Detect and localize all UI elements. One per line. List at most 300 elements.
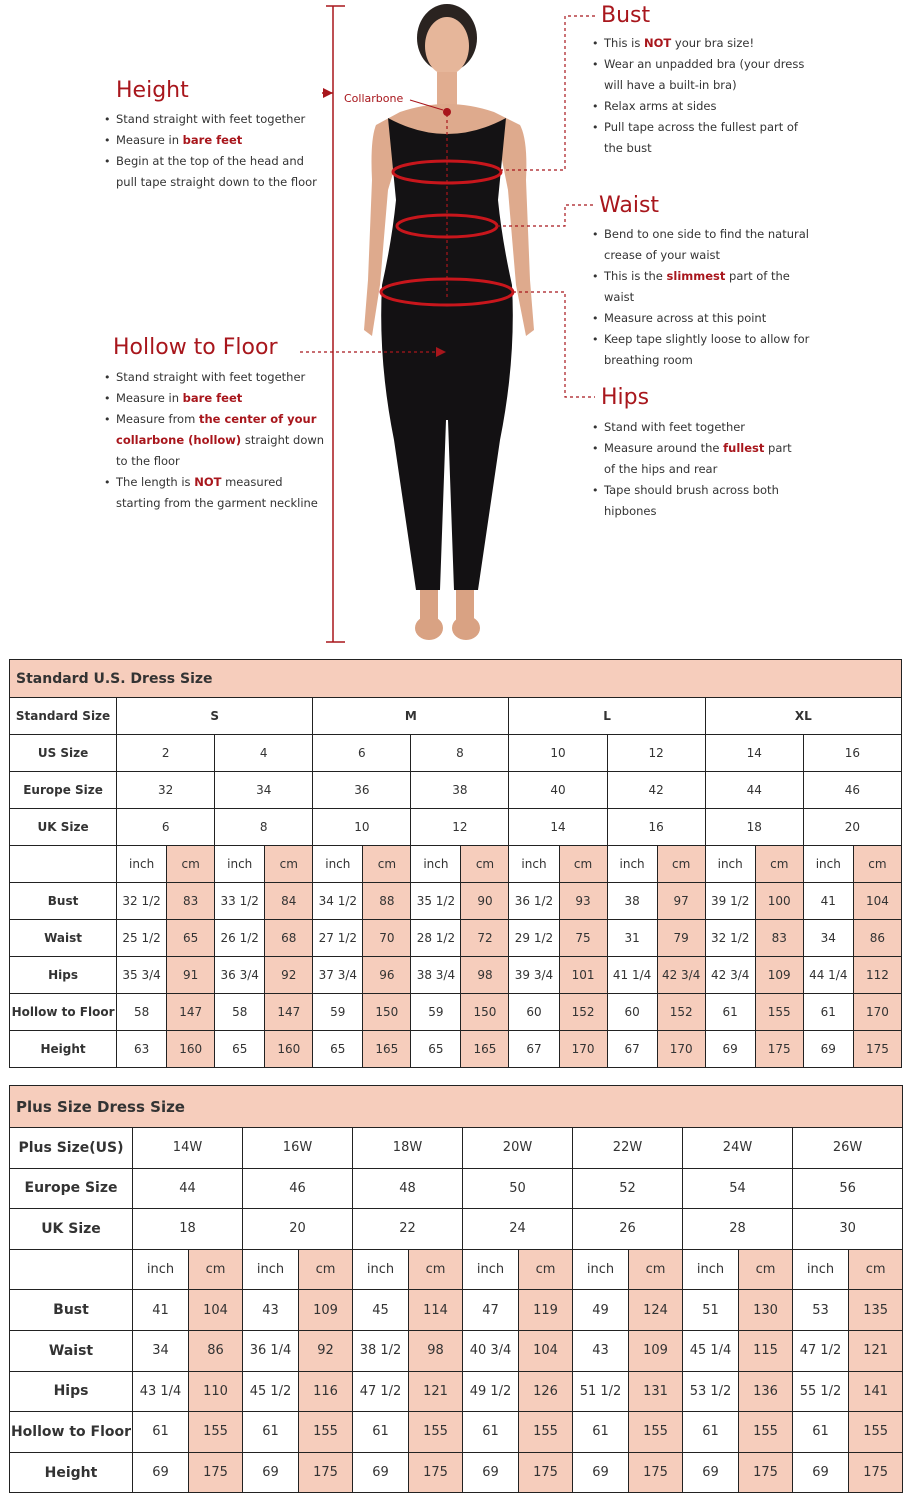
height-measure-line [320, 6, 345, 642]
inch-value-cell: 61 [463, 1412, 519, 1453]
size-cell: 18 [133, 1209, 243, 1250]
instruction-text: Bend to one side to find the natural crease of your waist [604, 227, 810, 262]
unit-inch-header: inch [509, 846, 559, 883]
bust-title: Bust [601, 3, 651, 28]
inch-value-cell: 35 1/2 [411, 883, 461, 920]
unit-cm-header: cm [629, 1249, 683, 1290]
unit-inch-header: inch [215, 846, 265, 883]
instruction-text: Measure in [116, 133, 183, 147]
inch-value-cell: 61 [573, 1412, 629, 1453]
cm-value-cell: 155 [629, 1412, 683, 1453]
inch-value-cell: 36 1/4 [243, 1330, 299, 1371]
size-cell: 10 [313, 809, 411, 846]
waist-instruction-item [592, 266, 817, 308]
inch-value-cell: 43 1/4 [133, 1371, 189, 1412]
cm-value-cell: 175 [849, 1452, 903, 1493]
inch-value-cell: 60 [509, 994, 559, 1031]
inch-value-cell: 61 [705, 994, 755, 1031]
inch-value-cell: 69 [793, 1452, 849, 1493]
size-group-cell: M [313, 698, 509, 735]
plus-size-table [9, 1085, 903, 1493]
inch-value-cell: 69 [683, 1452, 739, 1493]
cm-value-cell: 175 [853, 1031, 901, 1068]
size-cell: 18W [353, 1128, 463, 1169]
size-cell: 16W [243, 1128, 353, 1169]
inch-value-cell: 51 1/2 [573, 1371, 629, 1412]
instruction-text: Keep tape slightly loose to allow for breathing room [604, 332, 810, 367]
inch-value-cell: 36 3/4 [215, 957, 265, 994]
hollow-to-floor-instructions [104, 367, 326, 514]
table-row [10, 957, 902, 994]
table-row [10, 1330, 903, 1371]
size-cell: 26W [793, 1128, 903, 1169]
cm-value-cell: 155 [189, 1412, 243, 1453]
table-row [10, 994, 902, 1031]
cm-value-cell: 114 [409, 1290, 463, 1331]
inch-value-cell: 65 [215, 1031, 265, 1068]
highlight-text: NOT [644, 36, 672, 50]
size-cell: 54 [683, 1168, 793, 1209]
inch-value-cell: 59 [313, 994, 363, 1031]
inch-value-cell: 58 [117, 994, 167, 1031]
cm-value-cell: 175 [629, 1452, 683, 1493]
instruction-text: Measure across at this point [604, 311, 767, 325]
table-row [10, 772, 902, 809]
size-group-cell: L [509, 698, 705, 735]
cm-value-cell: 42 3/4 [657, 957, 705, 994]
cm-value-cell: 109 [299, 1290, 353, 1331]
cm-value-cell: 152 [559, 994, 607, 1031]
inch-value-cell: 28 1/2 [411, 920, 461, 957]
highlight-text: fullest [723, 441, 765, 455]
highlight-text: bare feet [182, 391, 243, 405]
cm-value-cell: 83 [755, 920, 803, 957]
hollow-instruction-item [104, 409, 326, 472]
cm-value-cell: 121 [409, 1371, 463, 1412]
unit-inch-header: inch [793, 1249, 849, 1290]
inch-value-cell: 53 1/2 [683, 1371, 739, 1412]
row-label: Hollow to Floor [10, 1412, 133, 1453]
cm-value-cell: 175 [299, 1452, 353, 1493]
cm-value-cell: 175 [409, 1452, 463, 1493]
instruction-text: Tape should brush across both hipbones [604, 483, 779, 518]
table-caption: Plus Size Dress Size [10, 1086, 903, 1128]
size-cell: 50 [463, 1168, 573, 1209]
size-cell: 20W [463, 1128, 573, 1169]
size-cell: 10 [509, 735, 607, 772]
size-cell: 14W [133, 1128, 243, 1169]
size-cell: 12 [411, 809, 509, 846]
instruction-text: Wear an unpadded bra (your dress will have a built-in bra) [604, 57, 805, 92]
row-label: Waist [10, 920, 117, 957]
size-cell: 2 [117, 735, 215, 772]
row-label: Bust [10, 883, 117, 920]
height-instruction-item [104, 130, 319, 151]
cm-value-cell: 124 [629, 1290, 683, 1331]
size-cell: 42 [607, 772, 705, 809]
size-cell: 14 [705, 735, 803, 772]
inch-value-cell: 32 1/2 [117, 883, 167, 920]
size-cell: 4 [215, 735, 313, 772]
height-instruction-item [104, 151, 319, 193]
size-cell: 22W [573, 1128, 683, 1169]
unit-cm-header: cm [849, 1249, 903, 1290]
height-arrow-icon [323, 88, 333, 98]
inch-value-cell: 38 [607, 883, 657, 920]
inch-value-cell: 29 1/2 [509, 920, 559, 957]
empty-cell [10, 1249, 133, 1290]
table-row [10, 920, 902, 957]
cm-value-cell: 135 [849, 1290, 903, 1331]
inch-value-cell: 35 3/4 [117, 957, 167, 994]
bust-instruction-item [592, 117, 807, 159]
hollow-instruction-item [104, 388, 326, 409]
size-cell: 56 [793, 1168, 903, 1209]
cm-value-cell: 92 [299, 1330, 353, 1371]
size-cell: 24 [463, 1209, 573, 1250]
unit-cm-header: cm [363, 846, 411, 883]
inch-value-cell: 36 1/2 [509, 883, 559, 920]
cm-value-cell: 96 [363, 957, 411, 994]
cm-value-cell: 152 [657, 994, 705, 1031]
hips-instruction-item [592, 417, 802, 438]
row-label: US Size [10, 735, 117, 772]
size-cell: 12 [607, 735, 705, 772]
inch-value-cell: 41 [133, 1290, 189, 1331]
table-row [10, 1452, 903, 1493]
size-cell: 40 [509, 772, 607, 809]
row-label: Europe Size [10, 1168, 133, 1209]
cm-value-cell: 155 [849, 1412, 903, 1453]
inch-value-cell: 69 [705, 1031, 755, 1068]
cm-value-cell: 165 [363, 1031, 411, 1068]
cm-value-cell: 175 [755, 1031, 803, 1068]
collarbone-point-icon [443, 108, 451, 116]
inch-value-cell: 59 [411, 994, 461, 1031]
size-cell: 16 [803, 735, 901, 772]
empty-cell [10, 846, 117, 883]
hollow-instruction-item [104, 367, 326, 388]
size-cell: 8 [411, 735, 509, 772]
bust-instruction-item [592, 54, 807, 96]
inch-value-cell: 26 1/2 [215, 920, 265, 957]
inch-value-cell: 44 1/4 [803, 957, 853, 994]
table-row [10, 1168, 903, 1209]
instruction-text: Measure in [116, 391, 183, 405]
inch-value-cell: 69 [573, 1452, 629, 1493]
unit-cm-header: cm [167, 846, 215, 883]
inch-value-cell: 31 [607, 920, 657, 957]
row-label: Height [10, 1452, 133, 1493]
inch-value-cell: 38 3/4 [411, 957, 461, 994]
inch-value-cell: 61 [133, 1412, 189, 1453]
size-cell: 52 [573, 1168, 683, 1209]
inch-value-cell: 47 [463, 1290, 519, 1331]
inch-value-cell: 61 [683, 1412, 739, 1453]
inch-value-cell: 51 [683, 1290, 739, 1331]
unit-inch-header: inch [133, 1249, 189, 1290]
unit-inch-header: inch [463, 1249, 519, 1290]
cm-value-cell: 119 [519, 1290, 573, 1331]
inch-value-cell: 55 1/2 [793, 1371, 849, 1412]
cm-value-cell: 160 [167, 1031, 215, 1068]
table-row [10, 1031, 902, 1068]
size-cell: 30 [793, 1209, 903, 1250]
cm-value-cell: 170 [853, 994, 901, 1031]
height-instructions [104, 109, 319, 193]
cm-value-cell: 75 [559, 920, 607, 957]
inch-value-cell: 65 [411, 1031, 461, 1068]
unit-cm-header: cm [657, 846, 705, 883]
row-label: Hollow to Floor [10, 994, 117, 1031]
cm-value-cell: 175 [519, 1452, 573, 1493]
cm-value-cell: 109 [755, 957, 803, 994]
size-cell: 32 [117, 772, 215, 809]
inch-value-cell: 53 [793, 1290, 849, 1331]
inch-value-cell: 41 1/4 [607, 957, 657, 994]
instruction-text: your bra size! [671, 36, 755, 50]
inch-value-cell: 69 [803, 1031, 853, 1068]
size-cell: 24W [683, 1128, 793, 1169]
inch-value-cell: 69 [463, 1452, 519, 1493]
instruction-text: Measure around the [604, 441, 724, 455]
cm-value-cell: 92 [265, 957, 313, 994]
unit-inch-header: inch [243, 1249, 299, 1290]
inch-value-cell: 67 [607, 1031, 657, 1068]
unit-inch-header: inch [313, 846, 363, 883]
instruction-text: The length is [116, 475, 195, 489]
instruction-text: Begin at the top of the head and pull tape straight down to the floor [116, 154, 317, 189]
cm-value-cell: 98 [461, 957, 509, 994]
highlight-text: bare feet [182, 133, 243, 147]
inch-value-cell: 45 1/4 [683, 1330, 739, 1371]
inch-value-cell: 69 [353, 1452, 409, 1493]
inch-value-cell: 43 [573, 1330, 629, 1371]
cm-value-cell: 100 [755, 883, 803, 920]
cm-value-cell: 165 [461, 1031, 509, 1068]
row-label: Plus Size(US) [10, 1128, 133, 1169]
standard-us-size-table [9, 659, 902, 1068]
unit-cm-header: cm [739, 1249, 793, 1290]
cm-value-cell: 150 [461, 994, 509, 1031]
inch-value-cell: 45 1/2 [243, 1371, 299, 1412]
waist-instruction-item [592, 308, 817, 329]
unit-inch-header: inch [705, 846, 755, 883]
waist-instruction-item [592, 329, 817, 371]
size-cell: 20 [803, 809, 901, 846]
cm-value-cell: 83 [167, 883, 215, 920]
inch-value-cell: 61 [793, 1412, 849, 1453]
collarbone-label: Collarbone [344, 92, 404, 105]
unit-inch-header: inch [803, 846, 853, 883]
size-cell: 28 [683, 1209, 793, 1250]
instruction-text: This is [604, 36, 644, 50]
size-group-cell: S [117, 698, 313, 735]
hips-instruction-item [592, 480, 802, 522]
cm-value-cell: 131 [629, 1371, 683, 1412]
inch-value-cell: 63 [117, 1031, 167, 1068]
instruction-text: straight down to the floor [116, 433, 325, 468]
unit-cm-header: cm [409, 1249, 463, 1290]
inch-value-cell: 61 [243, 1412, 299, 1453]
cm-value-cell: 155 [739, 1412, 793, 1453]
inch-value-cell: 61 [353, 1412, 409, 1453]
inch-value-cell: 58 [215, 994, 265, 1031]
inch-value-cell: 69 [133, 1452, 189, 1493]
unit-cm-header: cm [265, 846, 313, 883]
inch-value-cell: 60 [607, 994, 657, 1031]
inch-value-cell: 45 [353, 1290, 409, 1331]
cm-value-cell: 79 [657, 920, 705, 957]
inch-value-cell: 39 1/2 [705, 883, 755, 920]
unit-cm-header: cm [559, 846, 607, 883]
cm-value-cell: 147 [265, 994, 313, 1031]
highlight-text: NOT [194, 475, 222, 489]
size-cell: 38 [411, 772, 509, 809]
table-row [10, 1128, 903, 1169]
cm-value-cell: 84 [265, 883, 313, 920]
size-cell: 44 [133, 1168, 243, 1209]
size-cell: 18 [705, 809, 803, 846]
instruction-text: This is the [604, 269, 667, 283]
instruction-text: part of the waist [604, 269, 790, 304]
size-cell: 6 [313, 735, 411, 772]
highlight-text: the center of your collarbone (hollow) [116, 412, 317, 447]
cm-value-cell: 86 [853, 920, 901, 957]
size-cell: 36 [313, 772, 411, 809]
inch-value-cell: 49 [573, 1290, 629, 1331]
size-cell: 46 [243, 1168, 353, 1209]
hollow-instruction-item [104, 472, 326, 514]
size-cell: 48 [353, 1168, 463, 1209]
unit-cm-header: cm [461, 846, 509, 883]
cm-value-cell: 155 [519, 1412, 573, 1453]
row-label: Bust [10, 1290, 133, 1331]
inch-value-cell: 41 [803, 883, 853, 920]
instruction-text: Stand straight with feet together [116, 112, 306, 126]
unit-inch-header: inch [683, 1249, 739, 1290]
table-row [10, 883, 902, 920]
bust-instructions [592, 33, 807, 159]
size-cell: 14 [509, 809, 607, 846]
instruction-text: Stand with feet together [604, 420, 746, 434]
unit-inch-header: inch [117, 846, 167, 883]
inch-value-cell: 33 1/2 [215, 883, 265, 920]
size-cell: 16 [607, 809, 705, 846]
inch-value-cell: 34 [803, 920, 853, 957]
size-group-cell: XL [705, 698, 901, 735]
size-cell: 6 [117, 809, 215, 846]
instruction-text: Pull tape across the fullest part of the bust [604, 120, 798, 155]
cm-value-cell: 121 [849, 1330, 903, 1371]
inch-value-cell: 65 [313, 1031, 363, 1068]
height-title: Height [116, 78, 189, 103]
table-row [10, 1290, 903, 1331]
cm-value-cell: 86 [189, 1330, 243, 1371]
inch-value-cell: 38 1/2 [353, 1330, 409, 1371]
unit-cm-header: cm [189, 1249, 243, 1290]
instruction-text: measured starting from the garment neckline [116, 475, 318, 510]
table-row [10, 1209, 903, 1250]
cm-value-cell: 98 [409, 1330, 463, 1371]
table-row [10, 809, 902, 846]
cm-value-cell: 147 [167, 994, 215, 1031]
inch-value-cell: 40 3/4 [463, 1330, 519, 1371]
cm-value-cell: 126 [519, 1371, 573, 1412]
cm-value-cell: 88 [363, 883, 411, 920]
cm-value-cell: 90 [461, 883, 509, 920]
inch-value-cell: 34 1/2 [313, 883, 363, 920]
highlight-text: slimmest [666, 269, 726, 283]
size-cell: 20 [243, 1209, 353, 1250]
cm-value-cell: 141 [849, 1371, 903, 1412]
instruction-text: Measure from [116, 412, 199, 426]
bust-instruction-item [592, 96, 807, 117]
row-label: UK Size [10, 809, 117, 846]
inch-value-cell: 49 1/2 [463, 1371, 519, 1412]
hips-title: Hips [601, 385, 650, 410]
instruction-text: part of the hips and rear [604, 441, 792, 476]
cm-value-cell: 175 [189, 1452, 243, 1493]
size-cell: 46 [803, 772, 901, 809]
cm-value-cell: 72 [461, 920, 509, 957]
cm-value-cell: 70 [363, 920, 411, 957]
cm-value-cell: 109 [629, 1330, 683, 1371]
table-caption: Standard U.S. Dress Size [10, 660, 902, 698]
hips-instructions [592, 417, 802, 522]
inch-value-cell: 25 1/2 [117, 920, 167, 957]
cm-value-cell: 130 [739, 1290, 793, 1331]
waist-instruction-item [592, 224, 817, 266]
cm-value-cell: 104 [853, 883, 901, 920]
row-label: UK Size [10, 1209, 133, 1250]
inch-value-cell: 32 1/2 [705, 920, 755, 957]
hollow-to-floor-title: Hollow to Floor [113, 335, 278, 360]
row-label: Hips [10, 957, 117, 994]
cm-value-cell: 115 [739, 1330, 793, 1371]
row-label: Europe Size [10, 772, 117, 809]
unit-cm-header: cm [853, 846, 901, 883]
inch-value-cell: 37 3/4 [313, 957, 363, 994]
inch-value-cell: 69 [243, 1452, 299, 1493]
size-cell: 22 [353, 1209, 463, 1250]
unit-cm-header: cm [755, 846, 803, 883]
inch-value-cell: 47 1/2 [793, 1330, 849, 1371]
size-cell: 8 [215, 809, 313, 846]
cm-value-cell: 97 [657, 883, 705, 920]
row-label: Standard Size [10, 698, 117, 735]
cm-value-cell: 116 [299, 1371, 353, 1412]
inch-value-cell: 67 [509, 1031, 559, 1068]
hips-instruction-item [592, 438, 802, 480]
unit-inch-header: inch [607, 846, 657, 883]
unit-cm-header: cm [299, 1249, 353, 1290]
cm-value-cell: 68 [265, 920, 313, 957]
measurement-guide [0, 0, 913, 650]
inch-value-cell: 47 1/2 [353, 1371, 409, 1412]
inch-value-cell: 42 3/4 [705, 957, 755, 994]
cm-value-cell: 155 [755, 994, 803, 1031]
cm-value-cell: 112 [853, 957, 901, 994]
cm-value-cell: 150 [363, 994, 411, 1031]
bust-instruction-item [592, 33, 807, 54]
size-cell: 26 [573, 1209, 683, 1250]
cm-value-cell: 175 [739, 1452, 793, 1493]
cm-value-cell: 170 [657, 1031, 705, 1068]
cm-value-cell: 136 [739, 1371, 793, 1412]
inch-value-cell: 43 [243, 1290, 299, 1331]
unit-inch-header: inch [411, 846, 461, 883]
